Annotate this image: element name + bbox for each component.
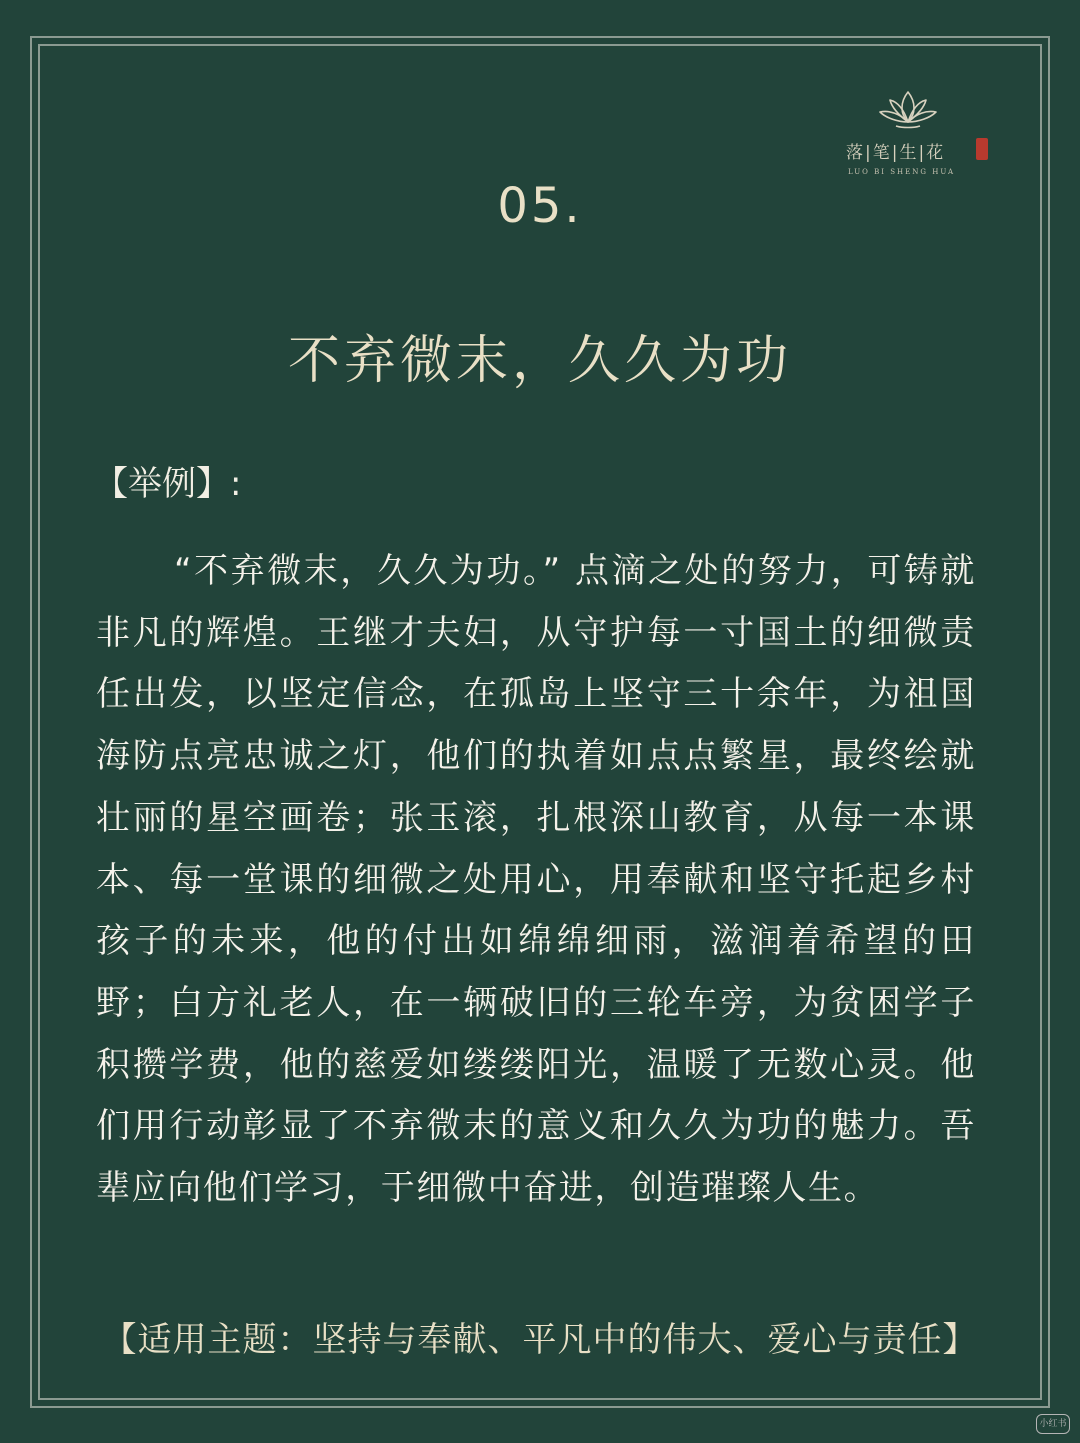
section-number: 05. [497,178,583,234]
lotus-icon [876,88,940,130]
applicable-themes: 【适用主题：坚持与奉献、平凡中的伟大、爱心与责任】 [102,1320,978,1360]
logo-pinyin-text: LUO BI SHENG HUA [848,168,956,176]
page-title: 不弃微末，久久为功 [287,331,792,391]
brand-logo [840,88,990,183]
example-label: 【举例】: [94,464,242,504]
logo-seal-stamp [976,138,988,160]
logo-chinese-text: 落|笔|生|花 [846,143,946,163]
example-paragraph: “不弃微末，久久为功。” 点滴之处的努力，可铸就非凡的辉煌。王继才夫妇，从守护每一寸国土的细微责任出发，以坚定信念，在孤岛上坚守三十余年，为祖国海防点亮忠诚之灯，他们的执着如点点繁星，最终绘就壮丽的星空画卷；张玉滚，扎根深山教育，从每一本课本、每一堂课的细微之处用心，用奉献和坚守托起乡村孩子的未来，他的付出如绵绵细雨，滋润着希望的田野；白方礼老人，在一辆破旧的三轮车旁，为贫困学子积攒学费，他的慈爱如缕缕阳光，温暖了无数心灵。他们用行动彰显了不弃微末的意义和久久为功的魅力。吾辈应向他们学习，于细微中奋进，创造璀璨人生。 [96,551,976,1209]
watermark-badge: 小红书 [1036,1414,1070,1434]
